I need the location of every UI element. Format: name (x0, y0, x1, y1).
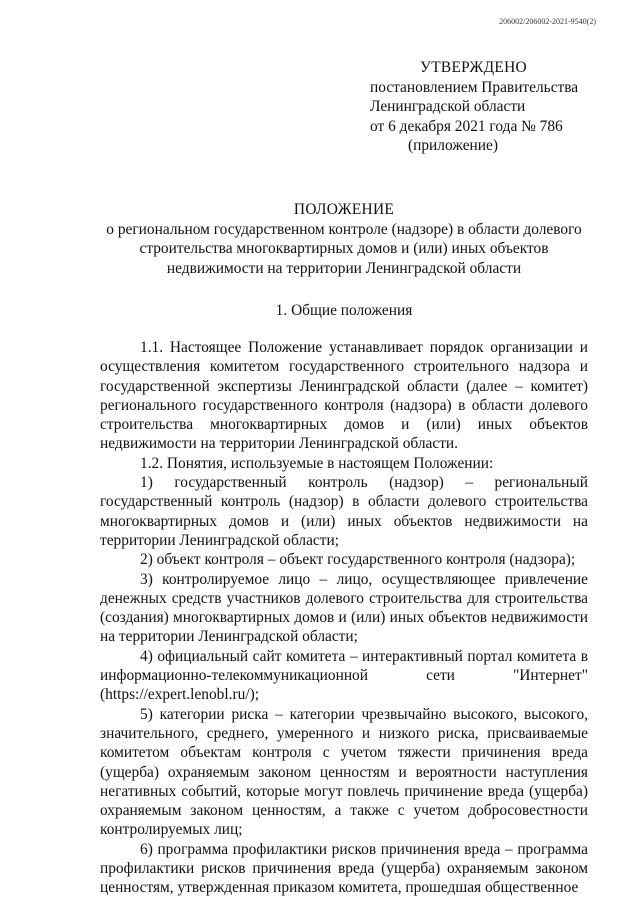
definition-6: 6) программа профилактики рисков причинения вреда – программа профилактики рисков причинения вреда (ущерба) охраняемым законом ценностям, утвержденная приказом комитета, прошедшая общественное (100, 840, 588, 897)
approval-line-appendix: (приложение) (408, 137, 498, 154)
approved-title: УТВЕРЖДЕНО (420, 59, 527, 76)
approval-stamp (370, 58, 610, 156)
approval-line-resolution: постановлением Правительства (370, 78, 579, 96)
paragraph-1-2: 1.2. Понятия, используемые в настоящем Положении: (140, 454, 494, 472)
section-body (100, 338, 588, 898)
section-heading: 1. Общие положения (275, 302, 413, 319)
paragraph-1-1: 1.1. Настоящее Положение устанавливает порядок организации и осуществления комитетом государственного строительного надзора и государственной экспертизы Ленинградской области (далее – комитет) регионального государственного контроля (надзора) в области долевого строительства многоквартирных домов и (или) иных объектов недвижимости на территории Ленинградской области. (100, 339, 588, 453)
definition-1: 1) государственный контроль (надзор) – региональный государственный контроль (надзор) в области долевого строительства многоквартирных домов и (или) иных объектов недвижимости на территории Ленинградской области; (100, 474, 588, 549)
definition-2: 2) объект контроля – объект государственного контроля (надзора); (140, 551, 576, 569)
definition-3: 3) контролируемое лицо – лицо, осуществляющее привлечение денежных средств участников долевого строительства для строительства (создания) многоквартирных домов и (или) иных объектов недвижимости на территории Ленинградской области; (100, 570, 588, 646)
document-title-block (100, 200, 588, 278)
approval-line-region: Ленинградской области (370, 98, 526, 115)
approval-line-date: от 6 декабря 2021 года № 786 (370, 117, 563, 135)
document-code: 206002/206002-2021-9540(2) (499, 17, 596, 26)
definition-5: 5) категории риска – категории чрезвычайно высокого, высокого, значительного, среднего, умеренного и низкого риска, присваиваемые комитетом объектам контроля с учетом тяжести причинения вреда (ущерба) охраняемым законом ценностям и вероятности наступления негативных событий, которые могут повлечь причинение вреда (ущерба) охраняемым законом ценностям, а также с учетом добросовестности контролируемых лиц; (100, 705, 588, 839)
definition-4: 4) официальный сайт комитета – интерактивный портал комитета в информационно-телекоммуникационной сети "Интернет" (https://expert.lenobl.ru/); (100, 647, 588, 704)
document-subtitle: о региональном государственном контроле (надзоре) в области долевого строительства многоквартирных домов и (или) иных объектов недвижимости на территории Ленинградской области (106, 220, 582, 277)
document-title: ПОЛОЖЕНИЕ (293, 201, 395, 218)
